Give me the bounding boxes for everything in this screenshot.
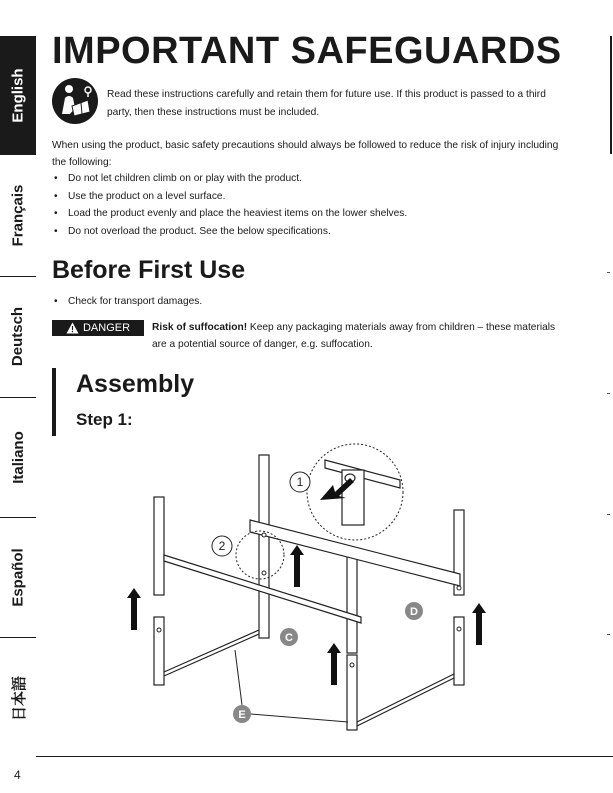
list-item: • Do not let children climb on or play with the product. (52, 170, 562, 188)
up-arrow-icon (127, 588, 141, 630)
before-use-list (52, 293, 562, 311)
callout-1-label: 1 (296, 475, 304, 489)
section-heading-assembly: Assembly (76, 370, 195, 398)
assembly-diagram (110, 440, 570, 745)
tab-label: 日本語 (10, 675, 28, 721)
section-heading-before-first-use: Before First Use (52, 256, 246, 284)
tab-italiano[interactable] (0, 398, 36, 516)
margin-mark (607, 272, 610, 273)
list-item: • Use the product on a level surface. (52, 188, 562, 206)
list-item: • Check for transport damages. (52, 293, 562, 311)
step-title: Step 1: (76, 410, 133, 429)
wire-e (357, 674, 454, 726)
tab-english[interactable] (0, 36, 36, 154)
tab-label: English (9, 67, 27, 123)
up-arrow-icon (472, 603, 486, 645)
list-item: • Do not overload the product. See the below specifications. (52, 223, 562, 241)
assembly-bar (52, 368, 56, 436)
tab-divider (0, 637, 36, 638)
safety-list (52, 170, 562, 240)
list-item: • Load the product evenly and place the heaviest items on the lower shelves. (52, 205, 562, 223)
intro-text: Read these instructions carefully and retain them for future use. If this product is passed to a third party, then these instructions must be included. (107, 89, 546, 118)
tab-label: Deutsch (9, 306, 27, 366)
right-edge-marker (610, 36, 612, 154)
page-number: 4 (14, 768, 21, 782)
danger-badge (52, 320, 144, 336)
danger-bold: Risk of suffocation! (152, 322, 248, 333)
read-manual-icon (52, 78, 98, 124)
page-title: IMPORTANT SAFEGUARDS (52, 30, 562, 72)
post (154, 497, 164, 595)
margin-mark (607, 514, 610, 515)
tab-label: Français (9, 184, 27, 246)
tab-label: Italiano (9, 430, 27, 484)
danger-body: Keep any packaging materials away from children – these materials are a potential source of danger, e.g. suffocation. (152, 322, 556, 350)
part-e-label: E (238, 709, 246, 721)
post (154, 617, 164, 685)
margin-mark (607, 634, 610, 635)
callout-2-label: 2 (218, 539, 226, 553)
warning-triangle-icon (66, 322, 79, 334)
danger-label: DANGER (82, 322, 131, 334)
footer-rule (36, 756, 613, 757)
post (259, 455, 269, 638)
safety-intro: When using the product, basic safety precautions should always be followed to reduce the risk of injury including the following: (52, 140, 559, 168)
wire-e (164, 630, 259, 676)
tab-francais[interactable] (0, 156, 36, 274)
margin-mark (607, 393, 610, 394)
tab-japanese[interactable] (0, 639, 36, 757)
tab-deutsch[interactable] (0, 277, 36, 395)
tab-divider (0, 154, 36, 155)
up-arrow-icon (290, 545, 304, 587)
part-d-label: D (410, 606, 418, 618)
part-c-label: C (285, 632, 293, 644)
post (347, 548, 357, 653)
danger-text (152, 319, 564, 353)
tab-label: Español (9, 547, 27, 607)
up-arrow-icon (327, 643, 341, 685)
tab-espanol[interactable] (0, 518, 36, 636)
